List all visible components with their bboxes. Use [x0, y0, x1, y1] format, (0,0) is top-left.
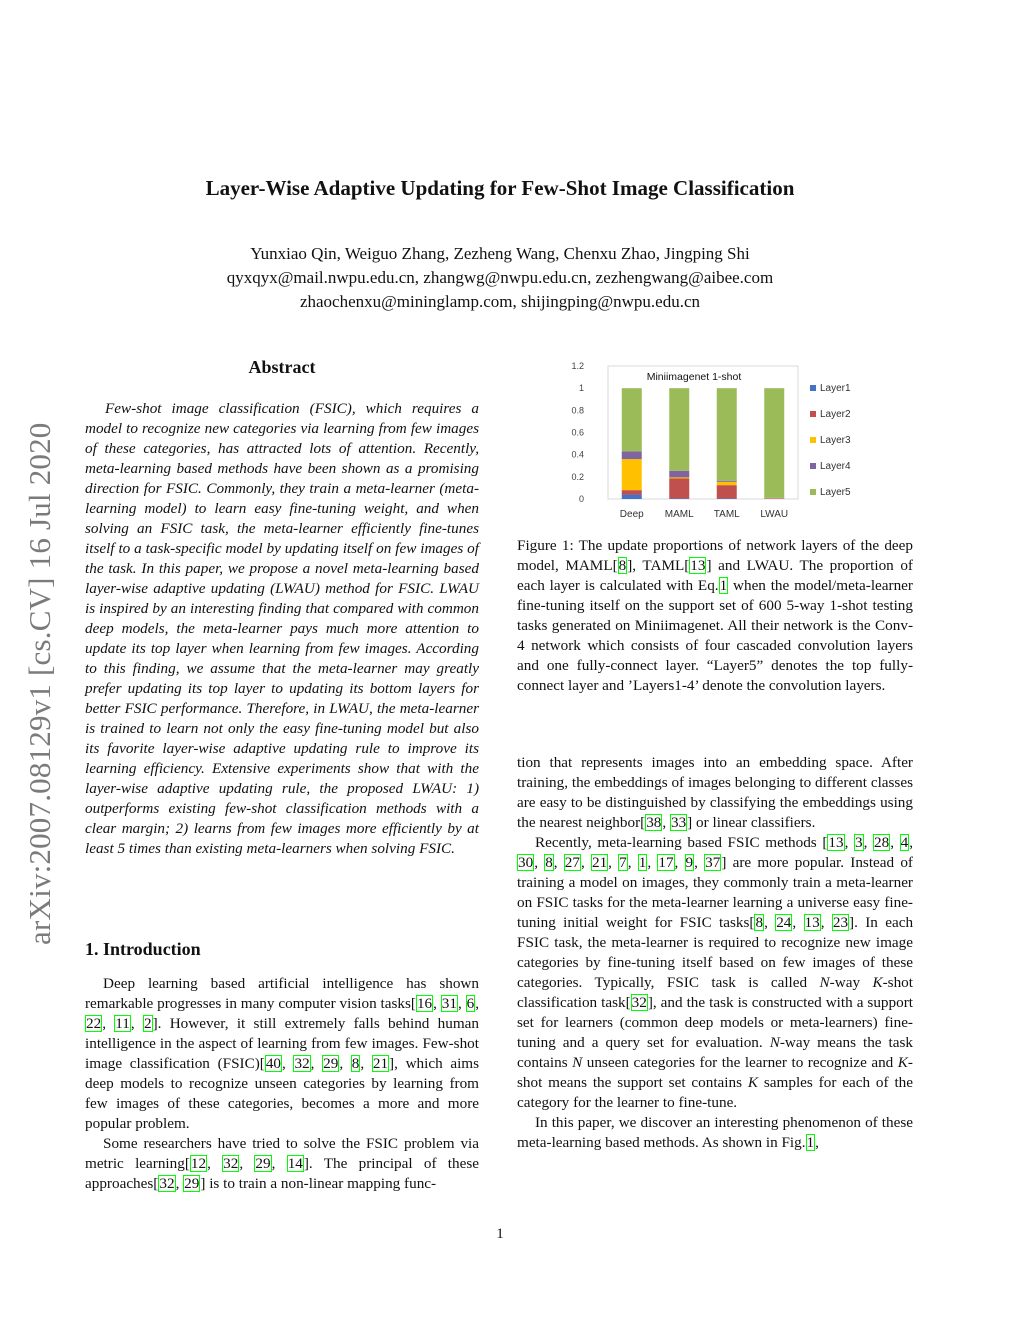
legend-swatch-layer5: [810, 489, 816, 495]
citation-link[interactable]: 29: [184, 1175, 200, 1192]
bar-layer4-maml: [669, 471, 689, 478]
x-tick-label: LWAU: [760, 509, 789, 520]
bar-layer3-maml: [669, 477, 689, 478]
y-tick-label: 1: [578, 383, 584, 394]
bar-layer5-maml: [669, 388, 689, 471]
figure-link[interactable]: 1: [806, 1134, 815, 1151]
abstract-text: Few-shot image classification (FSIC), which requires a model to recognize new categories via learning from few images of these categories, has attracted lots of attention. Recently, meta-learning based methods have been shown as a promising direction for FSIC. Commonly, they train a meta-learner (meta-learning model) to learn easy fine-tuning weight, and when solving an FSIC task, the meta-learner efficiently fine-tunes itself to a task-specific model by updating itself on few images of the task. In this paper, we propose a novel meta-learning based layer-wise adaptive updating (LWAU) method for FSIC. LWAU is inspired by an interesting finding that compared with common deep models, the meta-learner pays much more attention to update its top layer when learning from few images. According to this finding, we assume that the meta-learner may greatly prefer updating its top layer to updating its bottom layers for better FSIC performance. Therefore, in LWAU, the meta-learner is trained to learn not only the easy fine-tuning model but also its favorite layer-wise adaptive updating rule to improve its learning efficiency. Extensive experiments show that with the layer-wise adaptive updating rule, the proposed LWAU: 1) outperforms existing few-shot classification methods with a clear margin; 2) learns from few images more efficiently by at least 5 times than existing meta-learners when solving FSIC.: [85, 400, 479, 857]
citation-link[interactable]: 32: [631, 994, 647, 1011]
citation-link[interactable]: 14: [287, 1155, 303, 1172]
citation-link[interactable]: 8: [755, 914, 764, 931]
bar-layer1-taml: [717, 498, 737, 499]
legend-label-layer3: Layer3: [820, 435, 851, 446]
citation-link[interactable]: 1: [638, 854, 647, 871]
citation-link[interactable]: 28: [874, 834, 890, 851]
citation-link[interactable]: 4: [900, 834, 909, 851]
x-tick-label: TAML: [713, 509, 740, 520]
y-tick-label: 0.4: [571, 449, 584, 460]
legend-swatch-layer2: [810, 411, 816, 417]
citation-link[interactable]: 21: [591, 854, 608, 871]
citation-link[interactable]: 33: [670, 814, 687, 831]
citation-link[interactable]: 29: [255, 1155, 271, 1172]
citation-link[interactable]: 2: [143, 1015, 152, 1032]
legend-label-layer2: Layer2: [820, 409, 851, 420]
citation-link[interactable]: 21: [372, 1055, 389, 1072]
citation-link[interactable]: 16: [416, 995, 433, 1012]
y-tick-label: 0.2: [571, 471, 584, 482]
bar-layer5-taml: [717, 388, 737, 481]
citation-link[interactable]: 8: [545, 854, 553, 871]
author-names: Yunxiao Qin, Weiguo Zhang, Zezheng Wang, Chenxu Zhao, Jingping Shi: [250, 244, 750, 263]
y-tick-label: 0.6: [571, 427, 584, 438]
citation-link[interactable]: 31: [441, 995, 457, 1012]
y-tick-label: 0: [578, 494, 584, 504]
caption-text: Figure 1: The update proportions of network layers of the deep model, MAML[8], TAML[13] and LWAU. The proportion of each layer is calculated with Eq.1 when the model/meta-learner fine-tuning itself on the support set of 600 5-way 1-shot testing tasks generated on Miniimagenet. All their network is the Conv-4 network which consists of four cascaded convolution layers and one fully-connect layer. “Layer5” denotes the top fully-connect layer and ’Layers1-4’ denote the convolution layers.: [517, 537, 913, 694]
citation-link[interactable]: 22: [86, 1015, 102, 1032]
y-tick-label: 1.2: [571, 361, 584, 371]
citation-link[interactable]: 38: [646, 814, 662, 831]
citation-link[interactable]: 13: [828, 834, 844, 851]
arxiv-stamp: arXiv:2007.08129v1 [cs.CV] 16 Jul 2020: [22, 422, 57, 945]
citation-link[interactable]: 13: [690, 557, 706, 574]
citation-link[interactable]: 32: [294, 1055, 310, 1072]
citation-link[interactable]: 32: [223, 1155, 239, 1172]
figure-1-chart: [560, 356, 860, 524]
introduction-heading: 1. Introduction: [85, 939, 201, 959]
author-emails-line-1: qyxqyx@mail.nwpu.edu.cn, zhangwg@nwpu.edu.cn, zezhengwang@aibee.com: [226, 268, 774, 287]
page-number: 1: [496, 1226, 504, 1242]
citation-link[interactable]: 37: [705, 854, 721, 871]
bar-layer2-taml: [717, 485, 737, 498]
citation-link[interactable]: 27: [564, 854, 580, 871]
legend-swatch-layer4: [810, 463, 816, 469]
legend-label-layer4: Layer4: [820, 461, 851, 472]
citation-link[interactable]: 13: [804, 914, 820, 931]
intro-paragraph-1: Deep learning based artificial intelligence has shown remarkable progresses in many computer vision tasks[16, 31, 6, 22, 11, 2]. However, it still extremely falls behind human intelligence in the aspect of learning from few images. Few-shot image classification (FSIC)[40, 32, 29, 8, 21], which aims deep models to recognize unseen categories by learning from few images of these categories, becomes a more and more popular problem.: [85, 975, 480, 1132]
introduction-body: [85, 974, 479, 1194]
bar-layer4-taml: [717, 481, 737, 482]
bar-layer3-taml: [717, 482, 737, 485]
y-tick-label: 0.8: [571, 405, 584, 416]
right-paragraph-2: Recently, meta-learning based FSIC methods [13, 3, 28, 4, 30, 8, 27, 21, 7, 1, 17, 9, 37] are more popular. Instead of training a model on images, they commonly train a meta-learner on FSIC tasks for the meta-learner learning a universe easy fine-tuning initial weight for FSIC tasks[8, 24, 13, 23]. In each FSIC task, the meta-learner is required to recognize new image categories by fine-tuning itself based on few images of these categories. Typically, FSIC task is called N-way K-shot classification task[32], and the task is constructed with a support set for learners (common deep models or meta-learners) fine-tuning and a query set for evaluation. N-way means the task contains N unseen categories for the learner to recognize and K-shot means the support set contains K samples for each of the category for the learner to fine-tune.: [517, 834, 914, 1111]
author-emails-line-2: zhaochenxu@mininglamp.com, shijingping@nwpu.edu.cn: [299, 292, 701, 311]
citation-link[interactable]: 29: [323, 1055, 339, 1072]
legend-label-layer1: Layer1: [820, 383, 851, 394]
paper-title: Layer-Wise Adaptive Updating for Few-Shot Image Classification: [205, 176, 795, 200]
right-column-body: [517, 753, 913, 1153]
right-paragraph-3: In this paper, we discover an interesting phenomenon of these meta-learning based methods. As shown in Fig.1,: [517, 1114, 913, 1151]
abstract: [85, 399, 479, 859]
citation-link[interactable]: 12: [190, 1155, 207, 1172]
bar-layer5-deep: [622, 388, 642, 451]
bar-layer5-lwau: [764, 388, 784, 498]
citation-link[interactable]: 6: [466, 995, 475, 1012]
citation-link[interactable]: 17: [658, 854, 674, 871]
citation-link[interactable]: 7: [619, 854, 627, 871]
figure-1-caption: [517, 536, 913, 696]
intro-paragraph-2: Some researchers have tried to solve the FSIC problem via metric learning[12, 32, 29, 14]. The principal of these approaches[32, 29] is to train a non-linear mapping func-: [85, 1135, 480, 1192]
legend-swatch-layer1: [810, 385, 816, 391]
citation-link[interactable]: 24: [776, 914, 792, 931]
x-tick-label: Deep: [619, 509, 644, 520]
citation-link[interactable]: 8: [351, 1055, 360, 1072]
citation-link[interactable]: 23: [832, 914, 849, 931]
citation-link[interactable]: 32: [159, 1175, 175, 1192]
citation-link[interactable]: 30: [518, 854, 534, 871]
bar-layer4-deep: [622, 451, 642, 459]
bar-layer1-maml: [669, 498, 689, 499]
citation-link[interactable]: 3: [855, 834, 863, 851]
chart-title: Miniimagenet 1-shot: [646, 371, 742, 383]
citation-link[interactable]: 40: [265, 1055, 282, 1072]
citation-link[interactable]: 11: [115, 1015, 130, 1032]
citation-link[interactable]: 9: [685, 854, 694, 871]
x-tick-label: MAML: [664, 509, 694, 520]
equation-link[interactable]: 1: [719, 577, 728, 594]
legend-label-layer5: Layer5: [820, 487, 851, 498]
citation-link[interactable]: 8: [618, 557, 627, 574]
bar-layer2-maml: [669, 478, 689, 498]
right-paragraph-1: tion that represents images into an embedding space. After training, the embeddings of images belonging to different classes are easy to be distinguished by classifying the embeddings using the nearest neighbor[38, 33] or linear classifiers.: [517, 754, 913, 831]
bar-layer2-deep: [622, 490, 642, 494]
legend-swatch-layer3: [810, 437, 816, 443]
abstract-heading: Abstract: [248, 357, 316, 377]
author-block: [80, 242, 920, 314]
bar-layer1-deep: [622, 495, 642, 499]
bar-layer3-deep: [622, 459, 642, 490]
